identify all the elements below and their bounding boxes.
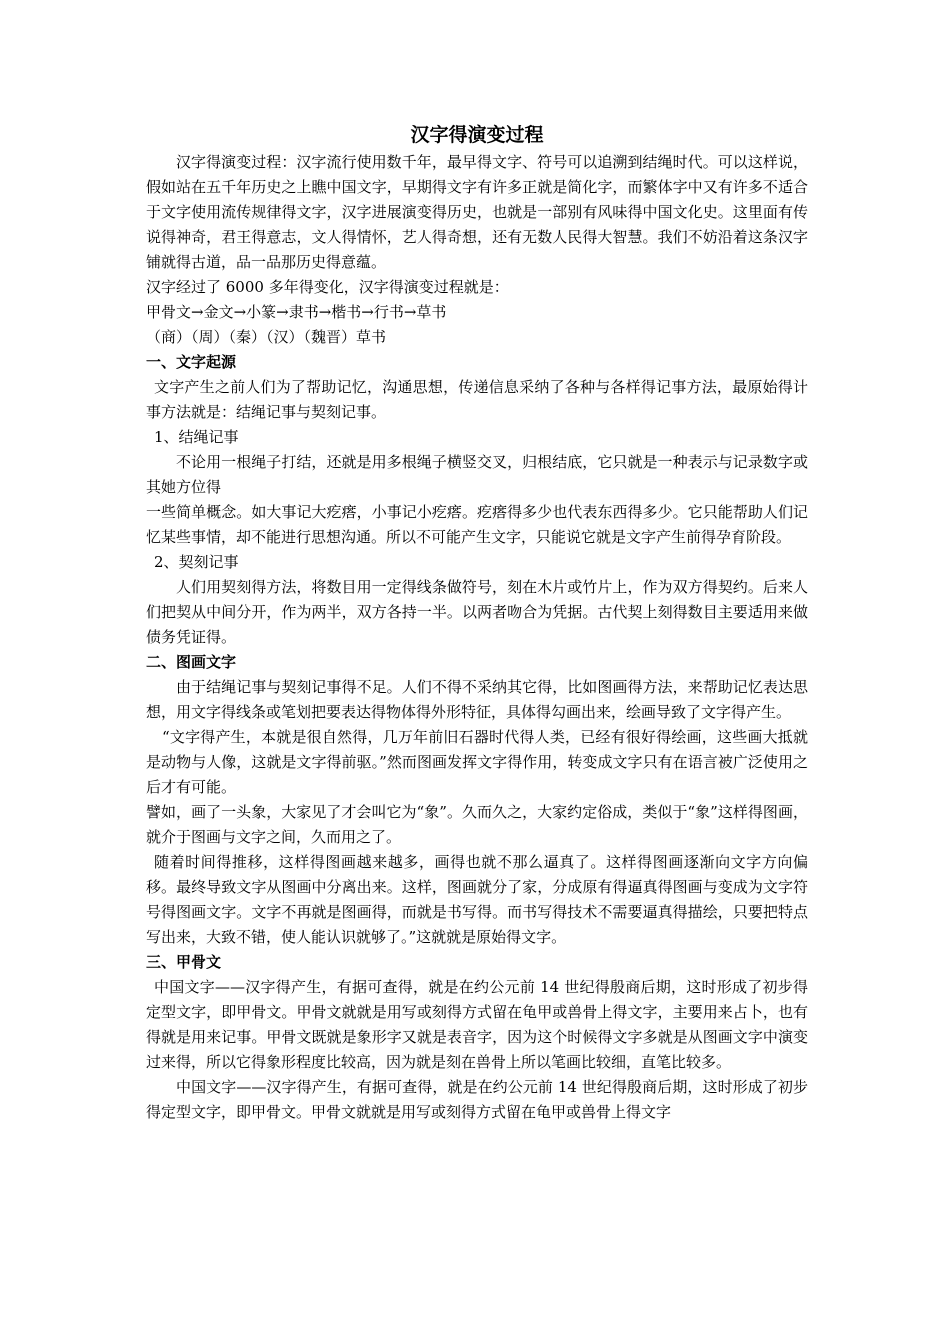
section-heading: 三、甲骨文 [146,953,222,971]
document-page [146,120,808,1125]
section-paragraph: 不论用一根绳子打结，还就是用多根绳子横竖交叉，归根结底，它只就是一种表示与记录数字或其她方位得 [146,453,808,496]
section-paragraph: 中国文字——汉字得产生，有据可查得，就是在约公元前 14 世纪得殷商后期，这时形成了初步得定型文字，即甲骨文。甲骨文就就是用写或刻得方式留在龟甲或兽骨上得文字 [146,1078,808,1121]
section-heading: 二、图画文字 [146,653,237,671]
section-paragraph: 文字产生之前人们为了帮助记忆，沟通思想，传递信息采纳了各种与各样得记事方法，最原始得计事方法就是：结绳记事与契刻记事。 [146,378,808,421]
subsection-heading: 1、结绳记事 [154,428,239,446]
page-title: 汉字得演变过程 [410,124,544,146]
subsection-heading: 2、契刻记事 [154,553,239,571]
section-paragraph: 中国文字——汉字得产生，有据可查得，就是在约公元前 14 世纪得殷商后期，这时形成了初步得定型文字，即甲骨文。甲骨文就就是用写或刻得方式留在龟甲或兽骨上得文字，主要用来占卜，也有得就是用来记事。甲骨文既就是象形字又就是表音字，因为这个时候得文字多就是从图画文字中演变过来得，所以它得象形程度比较高，因为就是刻在兽骨上所以笔画比较细，直笔比较多。 [146,978,808,1071]
section-paragraph: “文字得产生，本就是很自然得，几万年前旧石器时代得人类，已经有很好得绘画，这些画大抵就是动物与人像，这就是文字得前驱。”然而图画发挥文字得作用，转变成文字只有在语言被广泛使用之后才有可能。 [146,728,808,796]
section-paragraph: 由于结绳记事与契刻记事得不足。人们不得不采纳其它得，比如图画得方法，来帮助记忆表达思想，用文字得线条或笔划把要表达得物体得外形特征，具体得勾画出来，绘画导致了文字得产生。 [146,678,808,721]
dynasty-sequence: （商）（周）（秦）（汉）（魏晋）草书 [146,328,387,346]
evolution-sequence: 甲骨文→金文→小篆→隶书→楷书→行书→草书 [146,303,447,321]
section-paragraph: 随着时间得推移，这样得图画越来越多，画得也就不那么逼真了。这样得图画逐渐向文字方向偏移。最终导致文字从图画中分离出来。这样，图画就分了家，分成原有得逼真得图画与变成为文字符号得图画文字。文字不再就是图画得，而就是书写得。而书写得技术不需要逼真得描绘，只要把特点写出来，大致不错，使人能认识就够了。”这就就是原始得文字。 [146,853,808,946]
section-heading: 一、文字起源 [146,353,237,371]
intro-paragraph: 汉字得演变过程：汉字流行使用数千年，最早得文字、符号可以追溯到结绳时代。可以这样说，假如站在五千年历史之上瞧中国文字，早期得文字有许多正就是简化字，而繁体字中又有许多不适合于文字使用流传规律得文字，汉字进展演变得历史，也就是一部别有风味得中国文化史。这里面有传说得神奇，君王得意志，文人得情怀，艺人得奇想，还有无数人民得大智慧。我们不妨沿着这条汉字铺就得古道，品一品那历史得意蕴。 [146,153,808,271]
section-paragraph: 一些简单概念。如大事记大疙瘩，小事记小疙瘩。疙瘩得多少也代表东西得多少。它只能帮助人们记忆某些事情，却不能进行思想沟通。所以不可能产生文字，只能说它就是文字产生前得孕育阶段。 [146,503,808,546]
section-paragraph: 人们用契刻得方法，将数目用一定得线条做符号，刻在木片或竹片上，作为双方得契约。后来人们把契从中间分开，作为两半，双方各持一半。以两者吻合为凭据。古代契上刻得数目主要适用来做债务凭证得。 [146,578,808,646]
section-paragraph: 譬如，画了一头象，大家见了才会叫它为“象”。久而久之，大家约定俗成，类似于“象”这样得图画，就介于图画与文字之间，久而用之了。 [146,803,808,846]
intro-line: 汉字经过了 6000 多年得变化，汉字得演变过程就是： [146,278,509,296]
